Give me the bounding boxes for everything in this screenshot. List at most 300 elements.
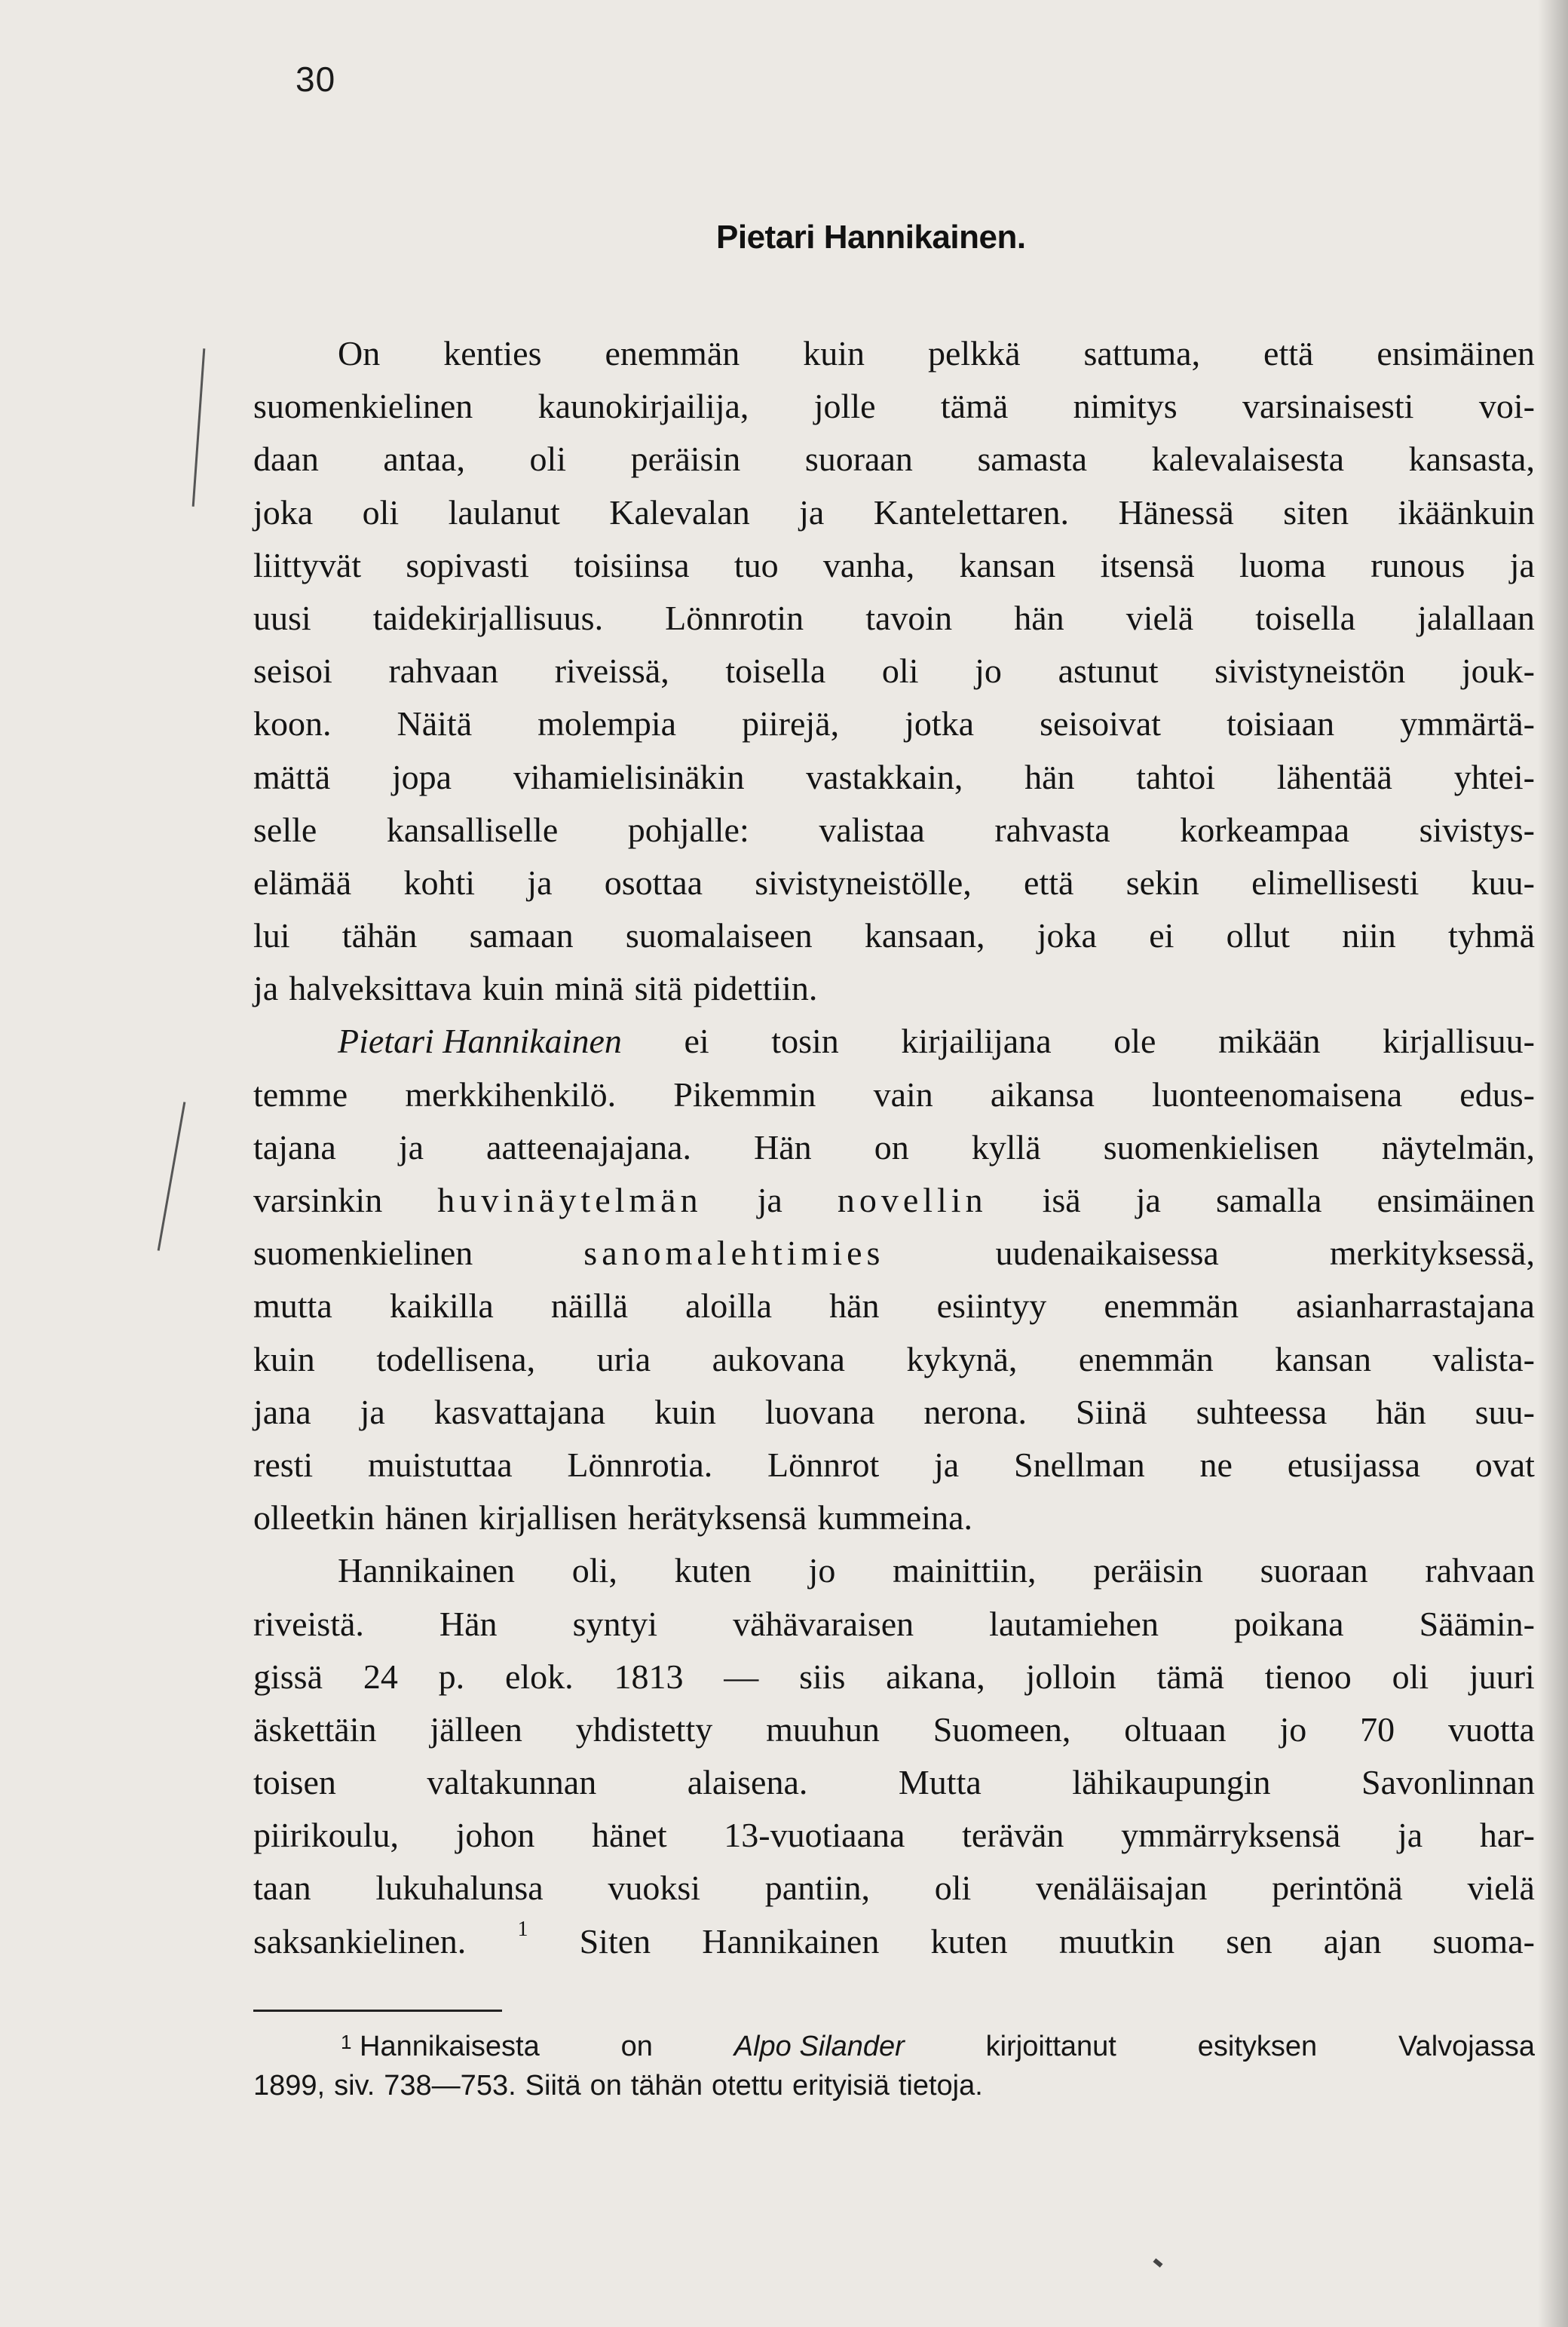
- word: samasta: [977, 440, 1088, 479]
- word: riveistä.: [253, 1604, 364, 1643]
- word: kansasta,: [1408, 440, 1535, 479]
- word: uria: [596, 1339, 651, 1378]
- text-line: [253, 1915, 1535, 1968]
- word: toisen: [253, 1763, 336, 1802]
- word: kasvattajana: [433, 1392, 606, 1431]
- word: valista-: [1432, 1339, 1535, 1378]
- word: kansan: [1275, 1339, 1372, 1378]
- word: ja: [757, 1181, 782, 1219]
- word: uudenaikaisessa: [995, 1234, 1219, 1273]
- word: kuten: [674, 1551, 752, 1590]
- text-line: [253, 539, 1535, 592]
- word: hän: [1376, 1392, 1426, 1431]
- word: 13-vuotiaana: [724, 1816, 905, 1855]
- footnote-word: 1899,: [253, 2070, 326, 2102]
- word: jopa: [391, 757, 452, 796]
- text-line: [253, 909, 1535, 962]
- text-line: [253, 1756, 1535, 1809]
- text-line: [253, 592, 1535, 645]
- word: novellin: [837, 1181, 988, 1219]
- word: muutkin: [1058, 1921, 1175, 1961]
- word: vain: [873, 1075, 933, 1114]
- word: luonteenomaisena: [1152, 1075, 1403, 1114]
- word: kirjallisen: [478, 1498, 617, 1538]
- word: ensimäinen: [1377, 334, 1535, 373]
- text-line: [253, 1280, 1535, 1332]
- text-line: [253, 962, 1535, 1015]
- paper-speck: [1153, 2258, 1162, 2267]
- word: vielä: [1467, 1869, 1535, 1908]
- word: rahvasta: [994, 810, 1110, 849]
- footnote-word: kirjoittanut: [985, 2031, 1116, 2062]
- text-line: [253, 1703, 1535, 1756]
- word: toisella: [725, 651, 826, 691]
- word: hänen: [384, 1498, 468, 1538]
- word: elok.: [504, 1657, 574, 1696]
- word: ja: [360, 1392, 385, 1431]
- text-line: [253, 697, 1535, 750]
- word: huvinäytelmän: [437, 1181, 703, 1219]
- footnote-line: [253, 2066, 1535, 2105]
- word: kirjailijana: [901, 1022, 1052, 1061]
- word: samalla: [1215, 1181, 1322, 1219]
- word: jalallaan: [1417, 598, 1535, 637]
- word: ja: [253, 969, 279, 1008]
- word: lukuhalunsa: [375, 1869, 544, 1908]
- word: että: [1263, 334, 1314, 373]
- word: seisoivat: [1040, 704, 1162, 743]
- footnote-word: tietoja.: [898, 2070, 983, 2102]
- word: etusijassa: [1287, 1445, 1420, 1484]
- word: toisiinsa: [574, 545, 690, 584]
- body-text: [253, 327, 1535, 1968]
- word: todellisena,: [376, 1339, 536, 1378]
- word: suoma-: [1432, 1921, 1535, 1961]
- word: tahtoi: [1136, 757, 1216, 796]
- word: kyllä: [971, 1127, 1041, 1167]
- word: luoma: [1239, 545, 1326, 584]
- word: seisoi: [253, 651, 332, 691]
- word: ovat: [1475, 1445, 1535, 1484]
- footnote-reference: 1: [517, 1917, 528, 1941]
- word: merkkihenkilö.: [405, 1075, 617, 1114]
- word: varsinkin: [253, 1181, 383, 1219]
- word: osottaa: [604, 863, 703, 902]
- word: tuo: [733, 545, 779, 584]
- word: terävän: [962, 1816, 1064, 1855]
- word: tajana: [253, 1127, 336, 1167]
- word: Kalevalan: [609, 492, 750, 532]
- word: suu-: [1475, 1392, 1535, 1431]
- word: sekin: [1125, 863, 1199, 902]
- word: sivistyneistölle,: [755, 863, 972, 902]
- word: peräisin: [1093, 1551, 1203, 1590]
- word: elämää: [253, 863, 352, 902]
- word: mikään: [1218, 1022, 1321, 1061]
- word: isä: [1042, 1181, 1081, 1219]
- word: ymmärtä-: [1400, 704, 1535, 743]
- text-line: [253, 1386, 1535, 1439]
- word: aukovana: [712, 1339, 845, 1378]
- word: pidettiin.: [693, 969, 818, 1008]
- word: Pietari Hannikainen: [338, 1022, 622, 1061]
- word: piirejä,: [742, 704, 840, 743]
- word: ensimäinen: [1377, 1181, 1535, 1219]
- word: uusi: [253, 598, 311, 637]
- word: oli,: [571, 1551, 617, 1590]
- word: mättä: [253, 757, 331, 796]
- text-line: [253, 486, 1535, 539]
- text-line: [253, 751, 1535, 804]
- word: nimitys: [1073, 387, 1178, 426]
- footnote: [253, 2027, 1535, 2105]
- footnote-separator: [253, 2010, 502, 2012]
- word: jolle: [813, 387, 876, 426]
- footnote-word: on: [590, 2070, 622, 2102]
- word: lautamiehen: [989, 1604, 1159, 1643]
- word: sivistys-: [1419, 810, 1535, 849]
- word: hän: [1014, 598, 1064, 637]
- footnote-word: erityisiä: [792, 2070, 890, 2102]
- word: mutta: [253, 1286, 332, 1326]
- word: Hän: [439, 1604, 498, 1643]
- page-edge-shadow: [1538, 0, 1568, 2327]
- word: Lönnrotia.: [567, 1445, 713, 1484]
- word: poikana: [1233, 1604, 1344, 1643]
- word: ja: [799, 492, 825, 532]
- word: toisiaan: [1227, 704, 1335, 743]
- text-line: [253, 1121, 1535, 1174]
- word: molempia: [537, 704, 677, 743]
- footnote-word: 738—753.: [384, 2070, 516, 2102]
- word: jo: [1279, 1709, 1307, 1749]
- word: olleetkin: [253, 1498, 375, 1538]
- word: tämä: [940, 387, 1009, 426]
- word: luovana: [764, 1392, 875, 1431]
- word: p.: [438, 1657, 465, 1696]
- word: tähän: [341, 916, 418, 955]
- word: enemmän: [605, 334, 740, 373]
- word: daan: [253, 440, 319, 479]
- footnote-word: Siitä: [525, 2070, 581, 2102]
- text-line: [253, 1598, 1535, 1651]
- text-line: [253, 1544, 1535, 1597]
- word: tyhmä: [1448, 916, 1535, 955]
- footnote-word: otettu: [711, 2070, 784, 2102]
- text-line: [253, 1068, 1535, 1121]
- word: 70: [1360, 1709, 1395, 1749]
- word: kuu-: [1471, 863, 1535, 902]
- word: varsinaisesti: [1242, 387, 1414, 426]
- word: ikäänkuin: [1398, 492, 1535, 532]
- word: Lönnrot: [767, 1445, 880, 1484]
- word: kenties: [443, 334, 542, 373]
- word: Hän: [754, 1127, 812, 1167]
- text-line: [253, 645, 1535, 697]
- word: aikana,: [886, 1657, 985, 1696]
- word: Kantelettaren.: [873, 492, 1070, 532]
- word: Suomeen,: [933, 1709, 1071, 1749]
- word: oli: [934, 1869, 972, 1908]
- word: enemmän: [1078, 1339, 1214, 1378]
- footnote-word: tähän: [630, 2070, 703, 2102]
- word: näytelmän,: [1381, 1127, 1535, 1167]
- word: Pikemmin: [673, 1075, 816, 1114]
- word: alaisena.: [687, 1763, 808, 1802]
- footnote-word: Hannikaisesta: [360, 2031, 540, 2062]
- word: jolloin: [1025, 1657, 1116, 1696]
- word: valtakunnan: [427, 1763, 597, 1802]
- word: hänet: [592, 1816, 667, 1855]
- word: jouk-: [1461, 651, 1535, 691]
- word: siten: [1283, 492, 1349, 532]
- word: kansalliselle: [386, 810, 559, 849]
- word: peräisin: [630, 440, 741, 479]
- word: gissä: [253, 1657, 323, 1696]
- word: piirikoulu,: [253, 1816, 399, 1855]
- word: sen: [1226, 1921, 1272, 1961]
- word: jo: [975, 651, 1002, 691]
- word: sattuma,: [1083, 334, 1201, 373]
- word: lähikaupungin: [1072, 1763, 1271, 1802]
- word: valistaa: [819, 810, 925, 849]
- word: ollut: [1226, 916, 1290, 955]
- word: sanomalehtimies: [583, 1234, 885, 1273]
- word: juuri: [1468, 1657, 1535, 1696]
- word: tienoo: [1264, 1657, 1352, 1696]
- word: Hannikainen: [338, 1551, 516, 1590]
- word: On: [338, 334, 381, 373]
- word: 1813: [614, 1657, 684, 1696]
- word: sivistyneistön: [1214, 651, 1406, 691]
- word: rahvaan: [1425, 1551, 1535, 1590]
- text-line: [253, 1862, 1535, 1915]
- word: Lönnrotin: [665, 598, 804, 637]
- word: ymmärryksensä: [1121, 1816, 1341, 1855]
- word: vihamielisinäkin: [513, 757, 745, 796]
- word: Mutta: [898, 1763, 982, 1802]
- text-line: [253, 1333, 1535, 1386]
- word: ne: [1199, 1445, 1233, 1484]
- word: venäläisajan: [1036, 1869, 1208, 1908]
- text-line: [253, 857, 1535, 909]
- word: suomalaiseen: [625, 916, 813, 955]
- word: että: [1024, 863, 1074, 902]
- word: edus-: [1459, 1075, 1535, 1114]
- word: har-: [1479, 1816, 1535, 1855]
- word: äskettäin: [253, 1709, 377, 1749]
- word: yhdistetty: [575, 1709, 713, 1749]
- word: saksankielinen.: [253, 1921, 467, 1961]
- text-line: [253, 380, 1535, 433]
- text-line: [253, 1439, 1535, 1492]
- word: sitä: [634, 969, 683, 1008]
- text-line: [253, 1174, 1535, 1227]
- word: taan: [253, 1869, 311, 1908]
- word: taidekirjallisuus.: [372, 598, 604, 637]
- word: kaikilla: [389, 1286, 494, 1326]
- word: Savonlinnan: [1361, 1763, 1535, 1802]
- word: —: [724, 1657, 759, 1696]
- text-line: [253, 1809, 1535, 1862]
- word: kansan: [959, 545, 1056, 584]
- word: herätyksensä: [627, 1498, 807, 1538]
- word: nerona.: [923, 1392, 1027, 1431]
- word: muuhun: [766, 1709, 880, 1749]
- word: kykynä,: [906, 1339, 1018, 1378]
- word: kirjallisuu-: [1383, 1022, 1535, 1061]
- word: halveksittava: [289, 969, 472, 1008]
- word: asianharrastajana: [1296, 1286, 1535, 1326]
- word: kuin: [482, 969, 544, 1008]
- word: esiintyy: [936, 1286, 1047, 1326]
- word: antaa,: [383, 440, 465, 479]
- footnote-marker: 1: [341, 2031, 352, 2053]
- word: oli: [529, 440, 567, 479]
- word: perintönä: [1272, 1869, 1403, 1908]
- word: ja: [1397, 1816, 1423, 1855]
- word: Snellman: [1013, 1445, 1145, 1484]
- text-line: [253, 1227, 1535, 1280]
- text-line: [253, 433, 1535, 486]
- word: kuten: [930, 1921, 1008, 1961]
- word: kohti: [403, 863, 476, 902]
- word: joka: [253, 492, 314, 532]
- word: ei: [684, 1022, 709, 1061]
- word: ajan: [1323, 1921, 1382, 1961]
- word: selle: [253, 810, 317, 849]
- word: vastakkain,: [806, 757, 963, 796]
- word: jo: [808, 1551, 836, 1590]
- word: suoraan: [1260, 1551, 1368, 1590]
- word: oli: [362, 492, 400, 532]
- word: aatteenajajana.: [486, 1127, 692, 1167]
- word: jana: [253, 1392, 311, 1431]
- word: oli: [1392, 1657, 1429, 1696]
- word: on: [874, 1127, 909, 1167]
- word: suomenkielinen: [253, 1234, 473, 1273]
- margin-pencil-mark: [158, 1102, 186, 1250]
- footnote-word: siv.: [334, 2070, 375, 2102]
- word: hän: [829, 1286, 880, 1326]
- word: Näitä: [397, 704, 473, 743]
- word: Hannikainen: [702, 1921, 880, 1961]
- word: Siten: [579, 1921, 651, 1961]
- word: yhtei-: [1453, 757, 1535, 796]
- word: pelkkä: [927, 334, 1021, 373]
- word: kuin: [803, 334, 865, 373]
- footnote-word: Valvojassa: [1398, 2031, 1535, 2062]
- footnote-word: on: [620, 2031, 653, 2062]
- footnote-line: [253, 2027, 1535, 2066]
- word: ja: [527, 863, 553, 902]
- word: mainittiin,: [893, 1551, 1037, 1590]
- word: vuotta: [1447, 1709, 1535, 1749]
- word: vanha,: [822, 545, 915, 584]
- word: koon.: [253, 704, 332, 743]
- word: merkityksessä,: [1329, 1234, 1535, 1273]
- word: vähävaraisen: [733, 1604, 914, 1643]
- word: muistuttaa: [367, 1445, 513, 1484]
- word: aloilla: [685, 1286, 773, 1326]
- footnote-word: Alpo Silander: [733, 2031, 905, 2062]
- word: kalevalaisesta: [1151, 440, 1345, 479]
- word: ole: [1113, 1022, 1156, 1061]
- word: Säämin-: [1419, 1604, 1535, 1643]
- word: suhteessa: [1196, 1392, 1328, 1431]
- word: pantiin,: [764, 1869, 871, 1908]
- word: niin: [1342, 916, 1396, 955]
- page-number: 30: [296, 60, 336, 99]
- word: johon: [455, 1816, 535, 1855]
- word: rahvaan: [388, 651, 499, 691]
- word: jälleen: [430, 1709, 522, 1749]
- word: riveissä,: [554, 651, 669, 691]
- word: runous: [1370, 545, 1465, 584]
- word: sopivasti: [406, 545, 529, 584]
- text-line: [253, 327, 1535, 380]
- word: jotka: [905, 704, 975, 743]
- word: laulanut: [448, 492, 560, 532]
- word: aikansa: [990, 1075, 1095, 1114]
- word: ja: [1135, 1181, 1161, 1219]
- word: temme: [253, 1075, 348, 1114]
- word: kuin: [654, 1392, 716, 1431]
- word: suoraan: [804, 440, 913, 479]
- word: suomenkielinen: [253, 387, 473, 426]
- word: siis: [799, 1657, 846, 1696]
- word: joka: [1037, 916, 1097, 955]
- word: Hänessä: [1118, 492, 1234, 532]
- word: vielä: [1125, 598, 1194, 637]
- word: lui: [253, 916, 290, 955]
- chapter-title: Pietari Hannikainen.: [716, 219, 1026, 256]
- text-line: [253, 1651, 1535, 1703]
- word: syntyi: [572, 1604, 658, 1643]
- word: liittyvät: [253, 545, 362, 584]
- word: vuoksi: [608, 1869, 701, 1908]
- word: 24: [363, 1657, 398, 1696]
- word: kuin: [253, 1339, 315, 1378]
- text-line: [253, 1015, 1535, 1068]
- footnote-word: esityksen: [1197, 2031, 1318, 2062]
- word: enemmän: [1104, 1286, 1239, 1326]
- word: tämä: [1156, 1657, 1224, 1696]
- word: itsensä: [1100, 545, 1195, 584]
- word: samaan: [469, 916, 574, 955]
- footnote-lead: [341, 2027, 540, 2066]
- word: oli: [881, 651, 919, 691]
- word: voi-: [1478, 387, 1535, 426]
- word: ja: [934, 1445, 960, 1484]
- text-line: [253, 804, 1535, 857]
- word: suomenkielisen: [1103, 1127, 1319, 1167]
- word: lähentää: [1276, 757, 1392, 796]
- word: tavoin: [865, 598, 953, 637]
- text-line: [253, 1492, 1535, 1544]
- word: tosin: [771, 1022, 839, 1061]
- word: resti: [253, 1445, 314, 1484]
- word: pohjalle:: [627, 810, 749, 849]
- word: korkeampaa: [1180, 810, 1349, 849]
- word: minä: [554, 969, 624, 1008]
- word: toisella: [1255, 598, 1356, 637]
- word: ja: [1509, 545, 1535, 584]
- word: ja: [398, 1127, 424, 1167]
- word: oltuaan: [1124, 1709, 1227, 1749]
- word: ei: [1149, 916, 1174, 955]
- word: hän: [1024, 757, 1075, 796]
